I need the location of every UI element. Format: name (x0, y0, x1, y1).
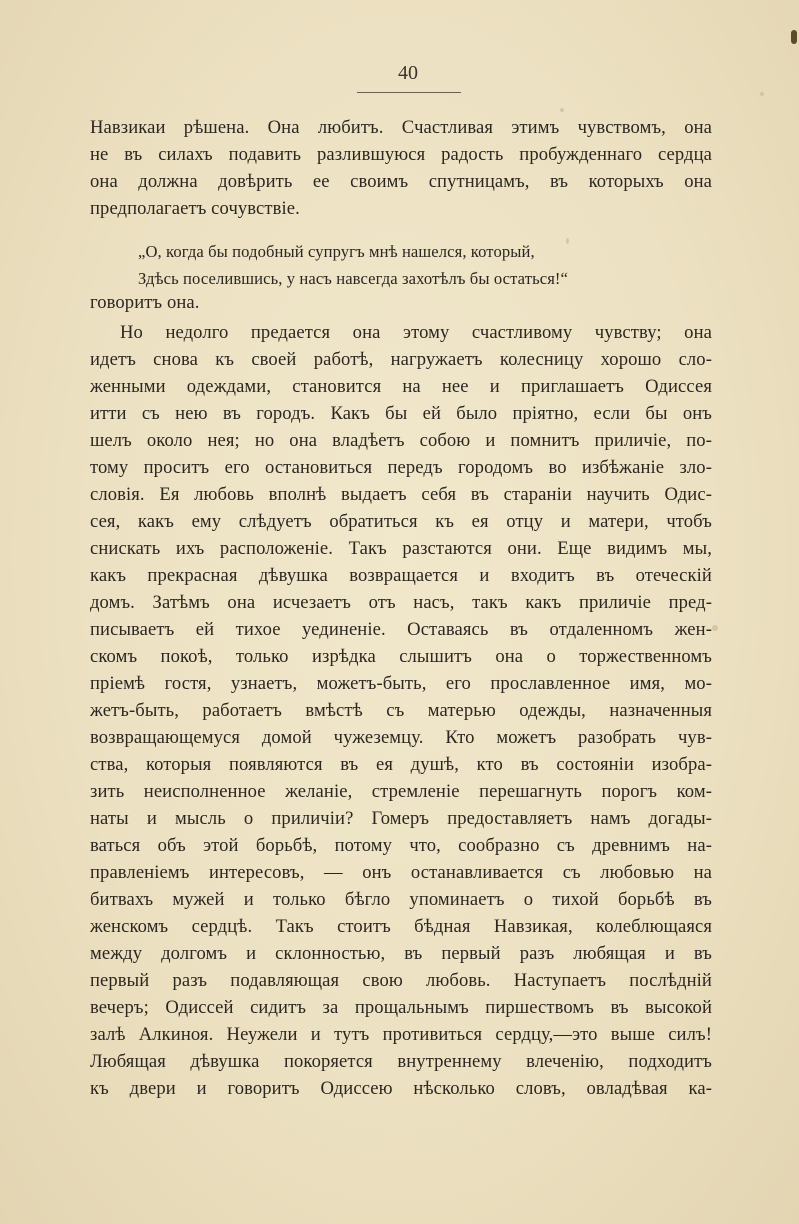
text-line: скомъ покоѣ, только изрѣдка слышитъ она о торжественномъ (90, 646, 712, 667)
text-line: Любящая дѣвушка покоряется внутреннему влеченію, подходитъ (90, 1051, 712, 1072)
verse-line: Здѣсь поселившись, у насъ навсегда захотѣлъ бы остаться!“ (138, 269, 569, 288)
text-line: зить неисполненное желаніе, стремленіе перешагнуть порогъ ком- (90, 781, 712, 802)
text-line: возвращающемуся домой чужеземцу. Кто можетъ разобрать чув- (90, 727, 712, 748)
text-line: ства, которыя появляются въ ея душѣ, кто въ состояніи изобра- (90, 754, 712, 775)
page-number-rule (357, 92, 461, 93)
text-line: писываетъ ей тихое уединеніе. Оставаясь въ отдаленномъ жен- (90, 619, 712, 640)
paper-spot (760, 92, 764, 96)
verse-quote (138, 238, 678, 292)
text-line: Но недолго предается она этому счастливому чувству; она (120, 322, 712, 343)
page-edge-stain (791, 30, 797, 44)
text-line: домъ. Затѣмъ она исчезаетъ отъ насъ, такъ какъ приличіе пред- (90, 592, 712, 613)
text-line: не въ силахъ подавить разлившуюся радость пробужденнаго сердца (90, 144, 712, 165)
paper-spot (712, 625, 718, 631)
text-line: жетъ-быть, работаетъ вмѣстѣ съ матерью одежды, назначенныя (90, 700, 712, 721)
text-line: женными одеждами, становится на нее и приглашаетъ Одиссея (90, 376, 712, 397)
verse-line: „О, когда бы подобный супругъ мнѣ нашелся, который, (138, 242, 535, 261)
text-line: предполагаетъ сочувствіе. (90, 198, 300, 219)
text-line: залѣ Алкиноя. Неужели и тутъ противиться сердцу,—это выше силъ! (90, 1024, 712, 1045)
text-line: какъ прекрасная дѣвушка возвращается и входитъ въ отеческій (90, 565, 712, 586)
text-line: Навзикаи рѣшена. Она любитъ. Счастливая этимъ чувствомъ, она (90, 117, 712, 138)
text-line: идетъ снова къ своей работѣ, нагружаетъ колесницу хорошо сло- (90, 349, 712, 370)
text-line: она должна довѣрить ее своимъ спутницамъ, въ которыхъ она (90, 171, 712, 192)
text-line: итти съ нею въ городъ. Какъ бы ей было пріятно, если бы онъ (90, 403, 712, 424)
text-line: наты и мысль о приличіи? Гомеръ предоставляетъ намъ догады- (90, 808, 712, 829)
text-line: говоритъ она. (90, 292, 200, 313)
text-line: пріемѣ гостя, узнаетъ, можетъ-быть, его прославленное имя, мо- (90, 673, 712, 694)
text-line: къ двери и говоритъ Одиссею нѣсколько словъ, овладѣвая ка- (90, 1078, 712, 1099)
paragraph-3 (90, 319, 712, 1102)
paragraph-1 (90, 114, 712, 222)
text-line: первый разъ подавляющая свою любовь. Наступаетъ послѣдній (90, 970, 712, 991)
text-line: битвахъ мужей и только бѣгло упоминаетъ о тихой борьбѣ въ (90, 889, 712, 910)
text-line: ваться объ этой борьбѣ, потому что, сообразно съ древнимъ на- (90, 835, 712, 856)
paragraph-2 (90, 289, 712, 316)
text-line: тому проситъ его остановиться передъ городомъ во избѣжаніе зло- (90, 457, 712, 478)
text-line: шелъ около нея; но она владѣетъ собою и помнитъ приличіе, по- (90, 430, 712, 451)
paper-spot (560, 108, 564, 112)
text-line: правленіемъ интересовъ, — онъ останавливается съ любовью на (90, 862, 712, 883)
text-line: женскомъ сердцѣ. Такъ стоитъ бѣдная Навзикая, колеблющаяся (90, 916, 712, 937)
text-line: снискать ихъ расположеніе. Такъ разстаются они. Еще видимъ мы, (90, 538, 712, 559)
text-line: вечеръ; Одиссей сидитъ за прощальнымъ пиршествомъ въ высокой (90, 997, 712, 1018)
text-line: словія. Ея любовь вполнѣ выдаетъ себя въ стараніи научить Одис- (90, 484, 712, 505)
text-line: сея, какъ ему слѣдуетъ обратиться къ ея отцу и матери, чтобъ (90, 511, 712, 532)
text-line: между долгомъ и склонностью, въ первый разъ любящая и въ (90, 943, 712, 964)
page-number: 40 (398, 62, 418, 84)
